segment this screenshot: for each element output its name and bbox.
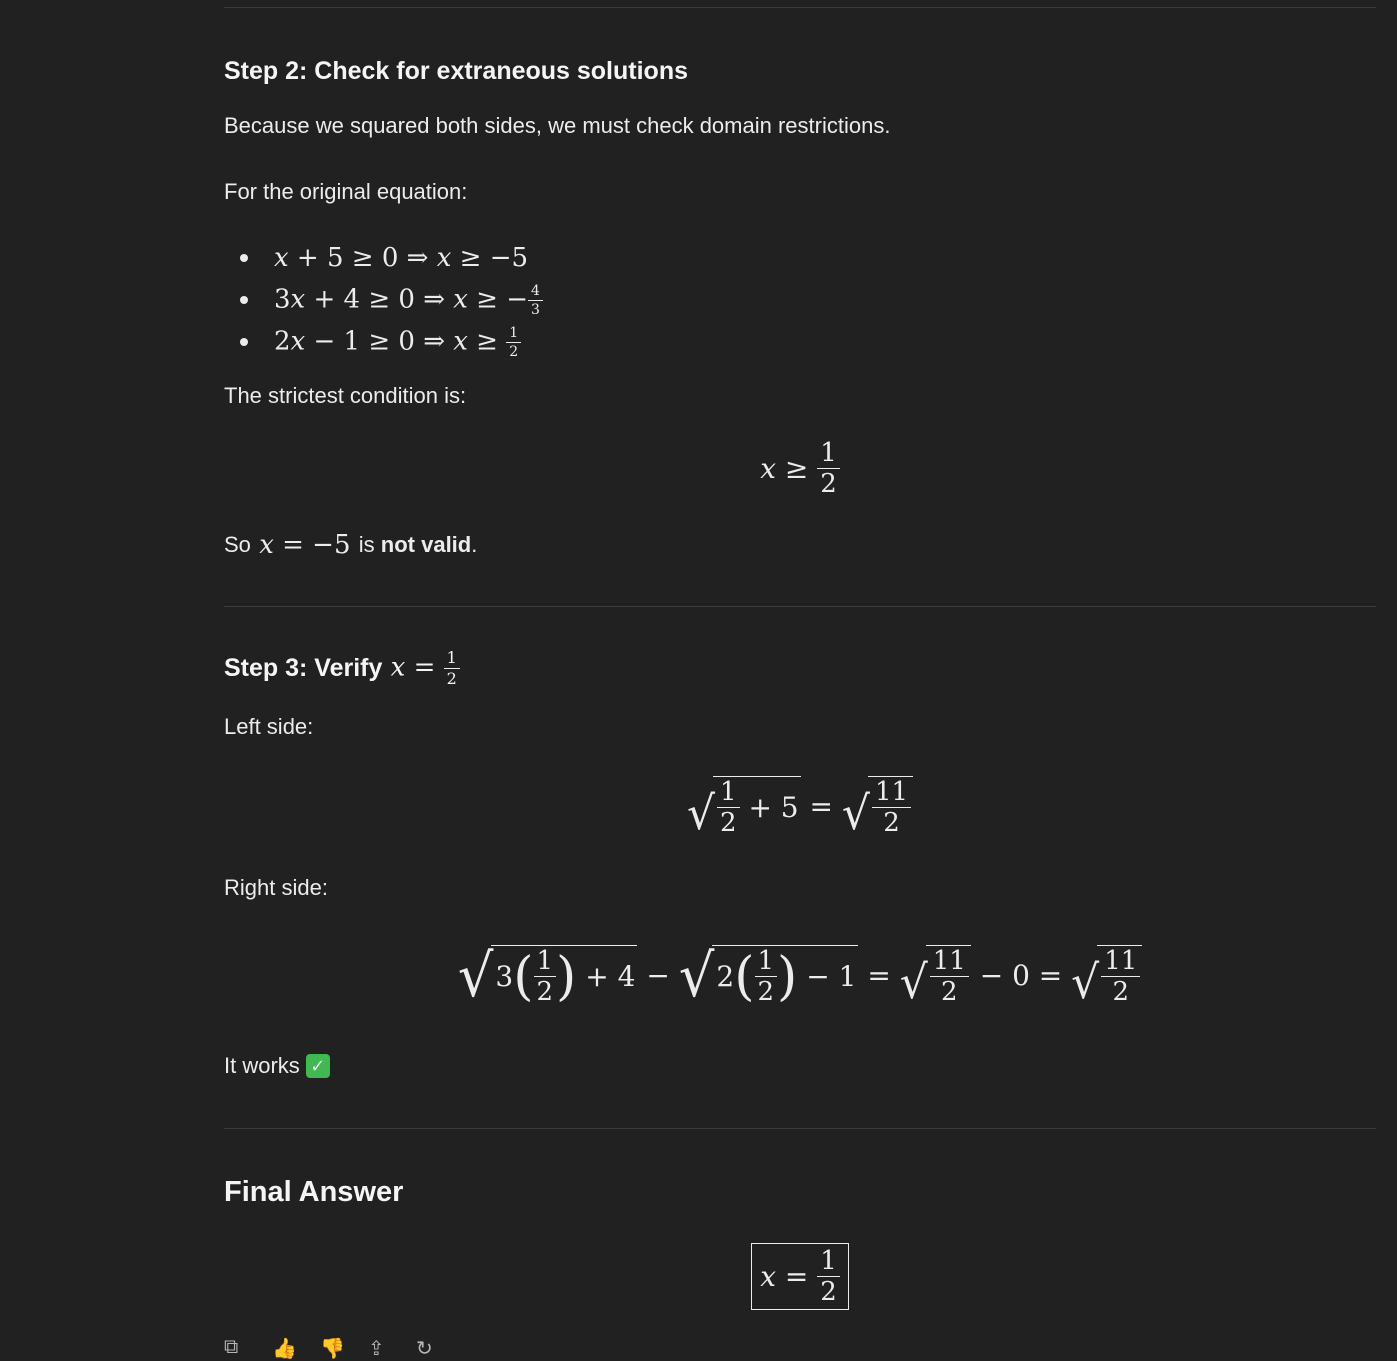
message-actions-toolbar [224, 1336, 440, 1360]
invalid-solution-math: x = −5 [259, 530, 359, 560]
it-works-line: It works ✓ [224, 1053, 330, 1079]
divider [224, 606, 1376, 607]
list-item [224, 237, 543, 279]
condition-math: x + 5 ≥ 0 ⇒ x ≥ −5 [274, 243, 529, 273]
verify-value-math: x = $\frac{1}{2}$ [382, 650, 459, 687]
final-answer-math: x = $\frac{1}{2}$ [224, 1237, 1376, 1315]
strictest-condition-math: x ≥ $\frac{1}{2}$ [224, 432, 1376, 504]
divider [224, 1128, 1376, 1129]
list-item [224, 321, 543, 363]
original-equation-label: For the original equation: [224, 179, 468, 204]
left-side-label: Left side: [224, 714, 314, 739]
final-answer-heading: Final Answer [224, 1176, 404, 1208]
copy-icon[interactable]: ⧉ [224, 1336, 239, 1358]
not-valid-text: not valid [380, 532, 472, 557]
right-side-label: Right side: [224, 875, 328, 900]
condition-math: 2x − 1 ≥ 0 ⇒ x ≥ $\frac{1}{2}$ [274, 326, 521, 359]
share-icon[interactable]: ⇪ [368, 1338, 385, 1360]
step3-heading: Step 3: Verify x = $\frac{1}{2}$ [224, 650, 460, 687]
left-side-math: √ $\frac{1}{2}$ + 5 = √ $\frac{11}{2}$ [224, 768, 1376, 844]
list-item [224, 279, 543, 321]
strictest-label: The strictest condition is: [224, 383, 467, 408]
regenerate-icon[interactable]: ↻ [416, 1338, 433, 1360]
step2-heading: Step 2: Check for extraneous solutions [224, 57, 688, 85]
invalid-solution-line: So x = −5 is not valid . [224, 530, 478, 560]
step2-intro: Because we squared both sides, we must check domain restrictions. [224, 113, 891, 138]
top-divider [224, 7, 1376, 8]
check-mark-icon: ✓ [306, 1054, 330, 1078]
thumbs-down-icon[interactable]: 👎 [320, 1338, 345, 1360]
domain-conditions-list [224, 237, 543, 363]
thumbs-up-icon[interactable]: 👍 [272, 1338, 297, 1360]
right-side-math: √ 3 ( $\frac{1}{2}$ ) + 4 − √ 2 ( $\frac{1}{2}$ ) − 1 = √ $\frac{11}{2}$ − 0 = √ $\frac{11}{2}$ [224, 930, 1376, 1020]
condition-math: 3x + 4 ≥ 0 ⇒ x ≥ − $\frac{4}{3}$ [274, 284, 543, 317]
